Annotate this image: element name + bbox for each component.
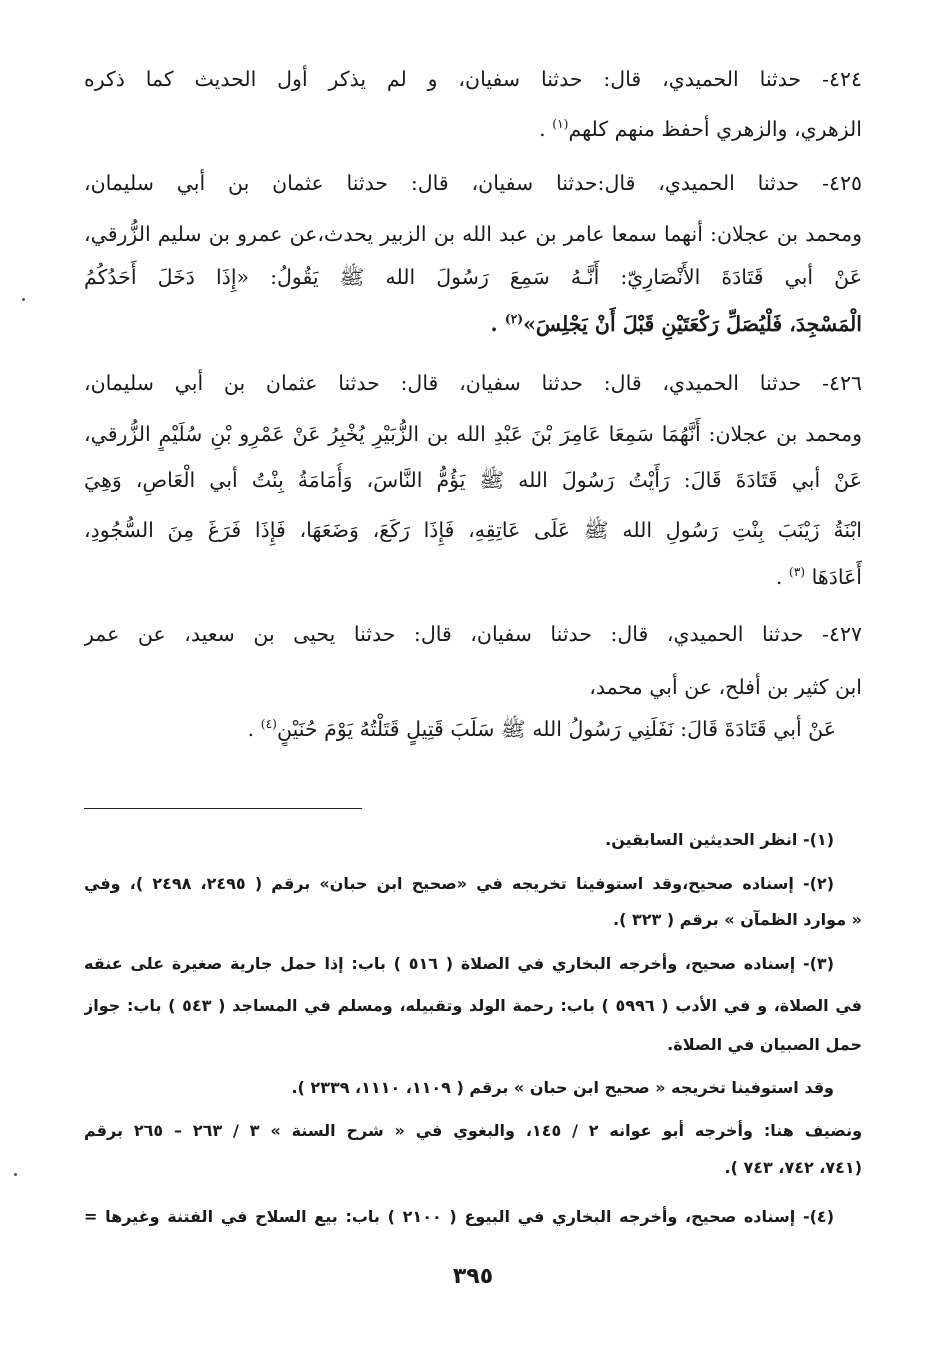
hadith-425-line-1: ٤٢٥- حدثنا الحميدي، قال:حدثنا سفيان، قال: حدثنا عثمان بن أبي سليمان، (84, 171, 862, 195)
footnote-3-line-1: (٣)- إسناده صحيح، وأخرجه البخاري في الصلاة ( ٥١٦ ) باب: إذا حمل جارية صغيرة على عنقه (84, 954, 834, 973)
scan-speck (14, 1173, 17, 1176)
hadith-426-line-2: ومحمد بن عجلان: أَنَّهُمَا سَمِعَا عَامِرَ بْنَ عَبْدِ الله بن الزُّبَيْرِ يُخْبِرُ عَنْ عَمْرِو بْنِ سُلَيْمٍ الزُّرقي، (84, 422, 862, 446)
scan-speck (22, 298, 25, 301)
footnote-marker-2[interactable]: (٢) (504, 311, 524, 327)
footnote-3-line-3: حمل الصبيان في الصلاة. (667, 1035, 862, 1054)
hadith-426-line-3: عَنْ أبي قَتَادَةَ قَالَ: رَأَيْتُ رَسُولَ الله ﷺ يَؤُمُّ النَّاسَ، وَأُمَامَةُ بِنْتُ أبي الْعَاصِ، وَهِيَ (84, 468, 862, 492)
footnote-2-line-1: (٢)- إسناده صحيح،وقد استوفينا تخريجه في «صحيح ابن حبان» برقم ( ٢٤٩٥، ٢٤٩٨ )، وفي (84, 874, 834, 893)
footnote-4-line-1: (٤)- إسناده صحيح، وأخرجه البخاري في البيوع ( ٢١٠٠ ) باب: بيع السلاح في الفتنة وغيرها = (84, 1207, 834, 1226)
hadith-424-line-2: الزهري، والزهري أحفظ منهم كلهم$^{(١)}$ . (539, 117, 862, 141)
hadith-427-line-1: ٤٢٧- حدثنا الحميدي، قال: حدثنا سفيان، قال: حدثنا يحيى بن سعيد، عن عمر (84, 622, 862, 646)
footnote-3-line-2: في الصلاة، و في الأدب ( ٥٩٩٦ ) باب: رحمة الولد وتقبيله، ومسلم في المساجد ( ٥٤٣ ) باب: جواز (84, 996, 862, 1015)
hadith-425-line-2: ومحمد بن عجلان: أنهما سمعا عامر بن عبد الله بن الزبير يحدث،عن عمرو بن سليم الزُّرقي، (84, 222, 862, 246)
hadith-425-line-3: عَنْ أبي قَتَادَةَ الأَنْصَارِيّ: أَنَّـهُ سَمِعَ رَسُولَ الله ﷺ يَقُولُ: «إِذَا دَخَلَ أَحَدُكُمُ (84, 265, 862, 289)
footnote-2-line-2: « موارد الظمآن » برقم ( ٣٢٣ ). (613, 910, 862, 929)
footnote-separator (84, 808, 362, 809)
hadith-425-line-4: الْمَسْجِدَ، فَلْيُصَلِّ رَكْعَتَيْنِ قَبْلَ أَنْ يَجْلِسَ»$^{(٢)}$ . (490, 311, 862, 336)
footnote-3-line-6: (٧٤١، ٧٤٢، ٧٤٣ ). (724, 1158, 862, 1177)
hadith-424-line-1: ٤٢٤- حدثنا الحميدي، قال: حدثنا سفيان، و لم يذكر أول الحديث كما ذكره (84, 67, 862, 91)
hadith-427-line-2: ابن كثير بن أفلح، عن أبي محمد، (589, 675, 862, 699)
hadith-426-line-5: أَعَادَهَا $^{(٣)}$ . (775, 565, 862, 589)
hadith-426-line-4: ابْنَةُ زَيْنَبَ بِنْتِ رَسُولِ الله ﷺ عَلَى عَاتِقِهِ، فَإِذَا رَكَعَ، وَضَعَهَا، فَإِذَا فَرَغَ مِنَ السُّجُودِ، (84, 518, 862, 542)
footnote-3-line-4: وقد استوفينا تخريجه « صحيح ابن حبان » برقم ( ١١٠٩، ١١١٠، ٢٣٣٩ ). (291, 1078, 834, 1097)
footnote-marker-1[interactable]: (١) (552, 117, 569, 132)
footnote-marker-3[interactable]: (٣) (788, 565, 806, 580)
footnote-1: (١)- انظر الحديثين السابقين. (605, 830, 834, 849)
footnote-marker-4[interactable]: (٤) (260, 717, 277, 732)
hadith-427-line-3: عَنْ أبي قَتَادَةَ قَالَ: نَفَلَنِي رَسُولُ الله ﷺ سَلَبَ قَتِيلٍ قَتَلْتُهُ يَوْمَ حُنَيْنٍ$^{(٤)}$ . (247, 717, 836, 741)
hadith-426-line-1: ٤٢٦- حدثنا الحميدي، قال: حدثنا سفيان، قال: حدثنا عثمان بن أبي سليمان، (84, 371, 862, 395)
footnote-3-line-5: ونضيف هنا: وأخرجه أبو عوانه ٢ / ١٤٥، والبغوي في « شرح السنة » ٣ / ٢٦٣ – ٢٦٥ برقم (84, 1121, 862, 1140)
page-number: ٣٩٥ (452, 1264, 494, 1289)
